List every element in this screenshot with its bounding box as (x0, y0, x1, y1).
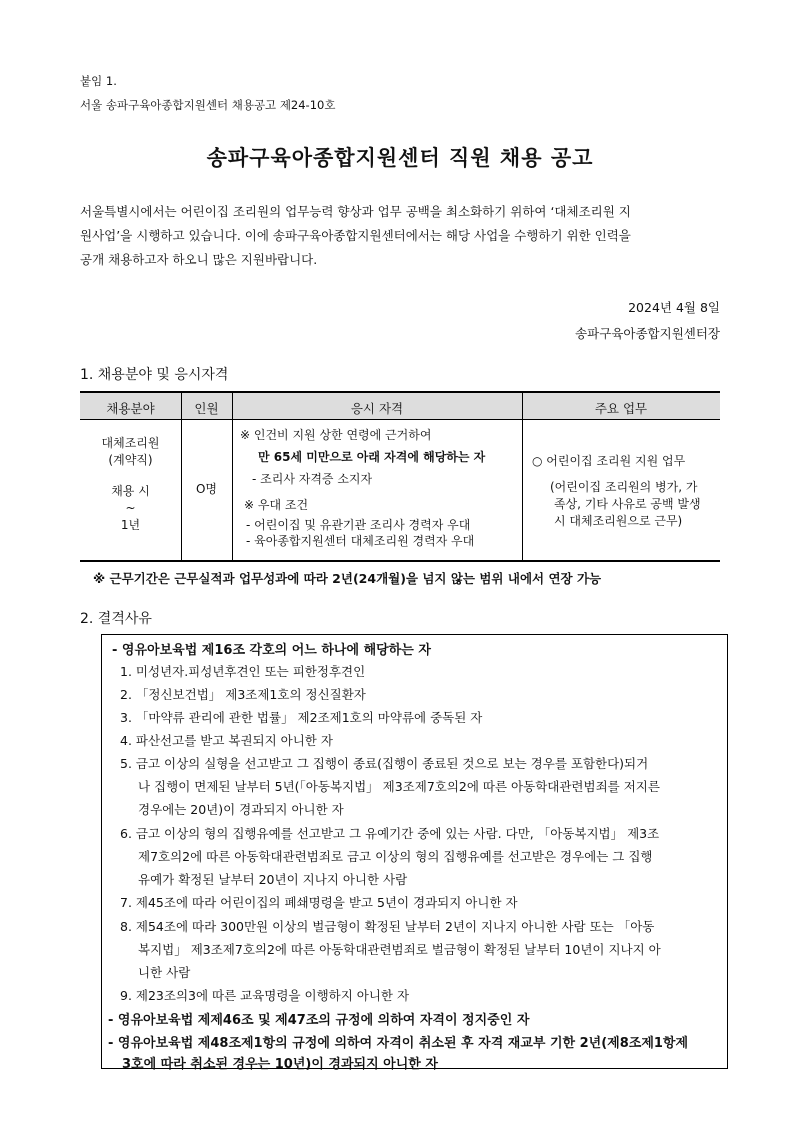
field-cell (80, 435, 181, 534)
qualification-requirement: - 조리사 자격증 소지자 (252, 472, 373, 486)
duty-main: ○ 어린이집 조리원 지원 업무 (532, 454, 686, 468)
duty-detail: (어린이집 조리원의 병가, 가 (550, 480, 698, 494)
header-field: 채용분야 (106, 401, 155, 416)
preference-title: ※ 우대 조건 (244, 498, 309, 512)
attachment-label: 붙임 1. (80, 74, 117, 88)
list-item: 4. 파산선고를 받고 복권되지 아니한 자 (120, 733, 333, 748)
list-item: 6. 금고 이상의 형의 집행유예를 선고받고 그 유예기간 중에 있는 사람. 다만, 「아동복지법」 제3조 (120, 826, 660, 841)
list-item-continued: 유예가 확정된 날부터 20년이 지나지 아니한 사람 (138, 872, 408, 887)
work-period-note: ※ 근무기간은 근무실적과 업무성과에 따라 2년(24개월)을 넘지 않는 범위 내에서 연장 가능 (93, 571, 602, 586)
duty-detail: 족상, 기타 사유로 공백 발생 (554, 497, 701, 511)
issuer: 송파구육아종합지원센터장 (575, 326, 720, 341)
intro-line: 원사업’을 시행하고 있습니다. 이에 송파구육아종합지원센터에서는 해당 사업을 수행하기 위한 인력을 (80, 228, 631, 243)
section1-heading: 1. 채용분야 및 응시자격 (80, 367, 229, 383)
page-title: 송파구육아종합지원센터 직원 채용 공고 (206, 146, 594, 170)
recruitment-table (80, 391, 720, 562)
list-item: 8. 제54조에 따라 300만원 이상의 벌금형이 확정된 날부터 2년이 지나지 아니한 사람 또는 「아동 (120, 919, 655, 934)
list-item-continued: 경우에는 20년)이 경과되지 아니한 자 (138, 802, 344, 817)
list-item-continued: 3호에 따라 취소된 경우는 10년)이 경과되지 아니한 자 (122, 1057, 438, 1072)
preference-item: - 육아종합지원센터 대체조리원 경력자 우대 (246, 534, 475, 548)
qualification-bold-1: ※ 인건비 지원 상한 연령에 근거하여 (240, 428, 432, 442)
list-item: - 영유아보육법 제제46조 및 제47조의 규정에 의하여 자격이 정지중인 자 (108, 1013, 530, 1028)
list-item: - 영유아보육법 제48조제1항의 규정에 의하여 자격이 취소된 후 자격 재교부 기한 2년(제8조제1항제 (108, 1036, 689, 1051)
intro-line: 공개 채용하고자 하오니 많은 지원바랍니다. (80, 252, 318, 267)
list-item-continued: 나 집행이 면제된 날부터 5년(「아동복지법」 제3조제7호의2에 따른 아동학대관련범죄를 저지른 (138, 779, 660, 794)
list-item: 1. 미성년자.피성년후견인 또는 피한정후견인 (120, 664, 366, 679)
list-item: 7. 제45조에 따라 어린이집의 폐쇄명령을 받고 5년이 경과되지 아니한 자 (120, 895, 518, 910)
list-item: - 영유아보육법 제16조 각호의 어느 하나에 해당하는 자 (112, 643, 431, 658)
section2-heading: 2. 결격사유 (80, 611, 152, 627)
list-item: 5. 금고 이상의 실형을 선고받고 그 집행이 종료(집행이 종료된 것으로 보는 경우를 포함한다)되거 (120, 756, 649, 771)
field-type: (계약직) (108, 453, 153, 467)
notice-date: 2024년 4월 8일 (628, 300, 720, 315)
list-item-continued: 제7호의2에 따른 아동학대관련범죄로 금고 이상의 형의 집행유예를 선고받은 경우에는 그 집행 (138, 849, 653, 864)
list-item: 2. 「정신보건법」 제3조제1호의 정신질환자 (120, 687, 366, 702)
count-cell: O명 (195, 482, 218, 496)
header-count: 인원 (194, 401, 219, 416)
intro-line: 서울특별시에서는 어린이집 조리원의 업무능력 향상과 업무 공백을 최소화하기 위하여 ‘대체조리원 지 (80, 204, 631, 219)
field-period-start: 채용 시 (111, 484, 150, 498)
header-qualification: 응시 자격 (350, 401, 404, 416)
preference-item: - 어린이집 및 유관기관 조리사 경력자 우대 (246, 518, 471, 532)
list-item: 3. 「마약류 관리에 관한 법률」 제2조제1호의 마약류에 중독된 자 (120, 710, 483, 725)
field-period-end: 1년 (120, 518, 141, 532)
notice-number: 서울 송파구육아종합지원센터 채용공고 제24-10호 (80, 98, 336, 112)
list-item-continued: 복지법」 제3조제7호의2에 따른 아동학대관련범죄로 벌금형이 확정된 날부터 10년이 지나지 아 (138, 942, 661, 957)
list-item: 9. 제23조의3에 따른 교육명령을 이행하지 아니한 자 (120, 988, 410, 1003)
list-item-continued: 니한 사람 (138, 965, 191, 980)
field-period-tilde: ~ (125, 501, 136, 515)
header-duty: 주요 업무 (594, 401, 648, 416)
field-name: 대체조리원 (101, 436, 160, 450)
disqualification-box (101, 634, 728, 1072)
intro-paragraph (80, 200, 720, 272)
qualification-bold-2: 만 65세 미만으로 아래 자격에 해당하는 자 (258, 450, 486, 464)
duty-detail: 시 대체조리원으로 근무) (554, 514, 683, 528)
